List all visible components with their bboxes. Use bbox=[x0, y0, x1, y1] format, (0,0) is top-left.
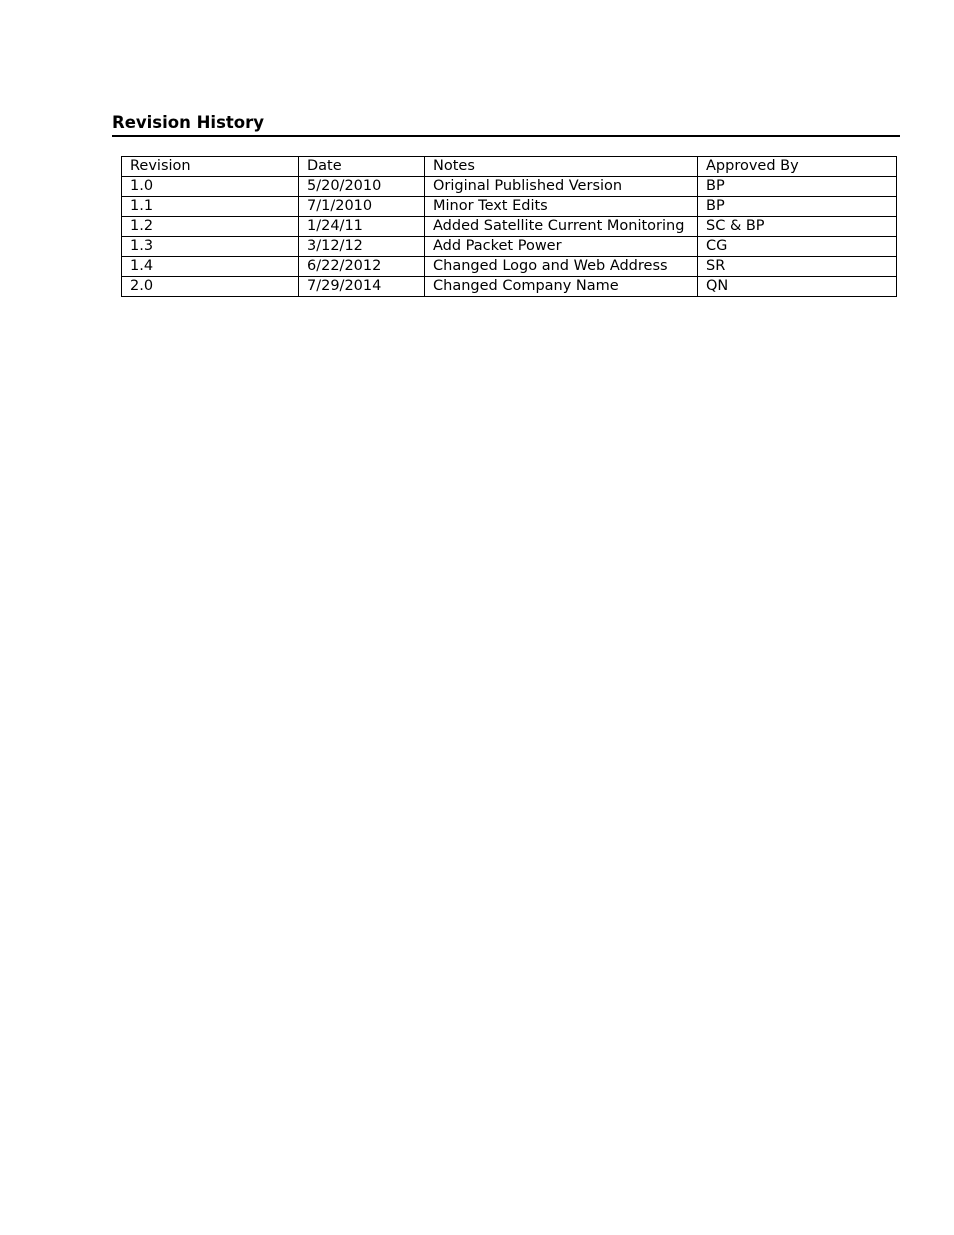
column-header-revision: Revision bbox=[122, 157, 299, 177]
cell-approved-by: SC & BP bbox=[698, 217, 897, 237]
revision-history-table bbox=[121, 156, 897, 297]
cell-date: 6/22/2012 bbox=[299, 257, 425, 277]
table-row bbox=[122, 237, 897, 257]
cell-approved-by: CG bbox=[698, 237, 897, 257]
cell-notes: Changed Company Name bbox=[425, 277, 698, 297]
table-row bbox=[122, 217, 897, 237]
cell-notes: Add Packet Power bbox=[425, 237, 698, 257]
cell-approved-by: BP bbox=[698, 177, 897, 197]
cell-revision: 1.0 bbox=[122, 177, 299, 197]
table-row bbox=[122, 177, 897, 197]
cell-approved-by: BP bbox=[698, 197, 897, 217]
cell-approved-by: SR bbox=[698, 257, 897, 277]
cell-date: 5/20/2010 bbox=[299, 177, 425, 197]
column-header-approved-by: Approved By bbox=[698, 157, 897, 177]
cell-revision: 1.3 bbox=[122, 237, 299, 257]
cell-date: 7/1/2010 bbox=[299, 197, 425, 217]
cell-notes: Added Satellite Current Monitoring bbox=[425, 217, 698, 237]
table-header-row bbox=[122, 157, 897, 177]
cell-notes: Minor Text Edits bbox=[425, 197, 698, 217]
cell-date: 3/12/12 bbox=[299, 237, 425, 257]
cell-revision: 1.2 bbox=[122, 217, 299, 237]
section-heading-revision-history: Revision History bbox=[112, 113, 900, 137]
cell-date: 1/24/11 bbox=[299, 217, 425, 237]
cell-revision: 1.1 bbox=[122, 197, 299, 217]
cell-revision: 1.4 bbox=[122, 257, 299, 277]
cell-date: 7/29/2014 bbox=[299, 277, 425, 297]
column-header-date: Date bbox=[299, 157, 425, 177]
cell-approved-by: QN bbox=[698, 277, 897, 297]
table-row bbox=[122, 197, 897, 217]
table-row bbox=[122, 257, 897, 277]
column-header-notes: Notes bbox=[425, 157, 698, 177]
cell-notes: Original Published Version bbox=[425, 177, 698, 197]
table-row bbox=[122, 277, 897, 297]
cell-notes: Changed Logo and Web Address bbox=[425, 257, 698, 277]
cell-revision: 2.0 bbox=[122, 277, 299, 297]
